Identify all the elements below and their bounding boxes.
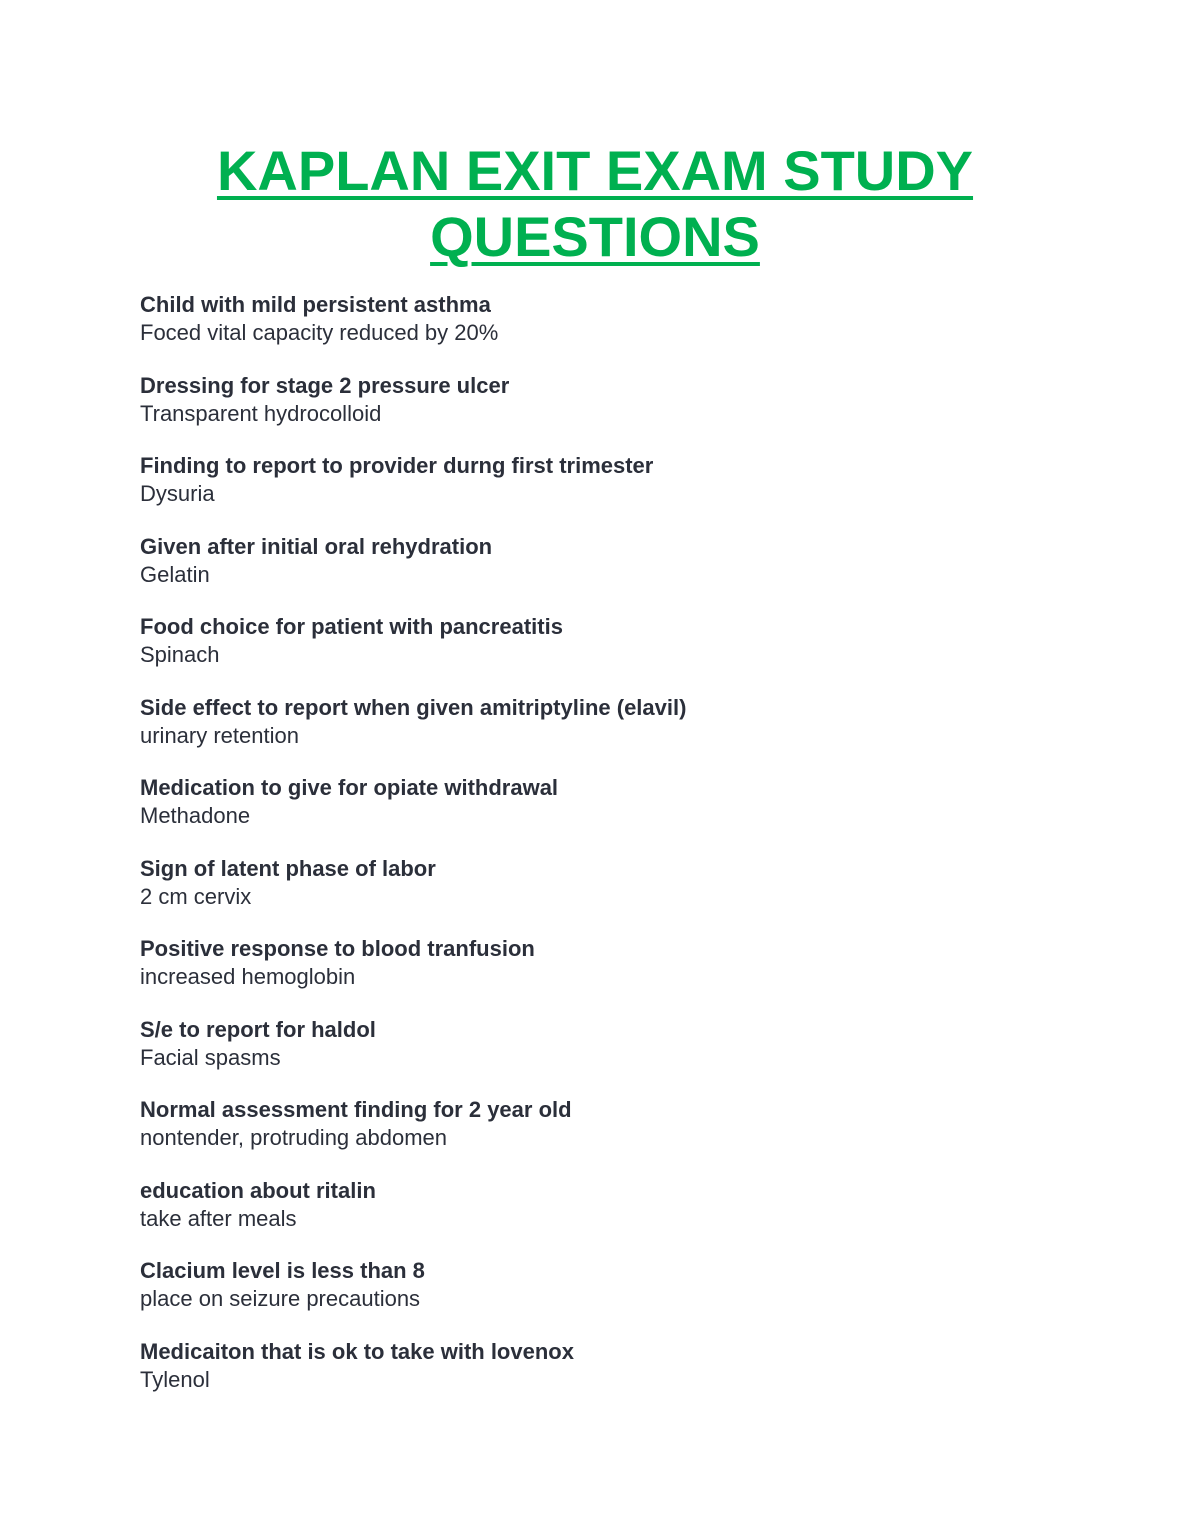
answer-text: place on seizure precautions (140, 1286, 421, 1311)
question-text: Clacium level is less than 8 (140, 1258, 425, 1283)
question-text: Child with mild persistent asthma (140, 292, 491, 317)
qa-item (140, 1338, 1100, 1419)
question-text: S/e to report for haldol (140, 1016, 376, 1042)
qa-item (140, 1177, 1100, 1258)
qa-item (140, 533, 1100, 614)
qa-item (140, 774, 1100, 855)
qa-item (140, 291, 1100, 372)
question-text: Side effect to report when given amitriptyline (elavil) (140, 694, 687, 720)
question-text: Finding to report to provider durng first trimester (140, 453, 654, 478)
question-text: Food choice for patient with pancreatitis (140, 614, 563, 639)
answer-text: Foced vital capacity reduced by 20% (140, 320, 499, 345)
question-text: Positive response to blood tranfusion (140, 936, 535, 961)
qa-item (140, 613, 1100, 694)
answer-text: nontender, protruding abdomen (140, 1125, 448, 1150)
answer-text: 2 cm cervix (140, 883, 252, 909)
question-text: Normal assessment finding for 2 year old (140, 1097, 572, 1122)
question-text: Given after initial oral rehydration (140, 533, 493, 559)
question-text: education about ritalin (140, 1177, 376, 1203)
answer-text: increased hemoglobin (140, 964, 356, 989)
question-answer-list (140, 291, 1100, 1418)
answer-text: Methadone (140, 803, 251, 828)
qa-item (140, 1257, 1100, 1338)
qa-item (140, 855, 1100, 936)
answer-text: urinary retention (140, 722, 299, 748)
qa-item (140, 372, 1100, 453)
qa-item (140, 1096, 1100, 1177)
question-text: Medication to give for opiate withdrawal (140, 775, 559, 800)
question-text: Dressing for stage 2 pressure ulcer (140, 372, 510, 398)
document-title (0, 138, 1190, 270)
question-text: Medicaiton that is ok to take with lovenox (140, 1338, 574, 1364)
answer-text: Tylenol (140, 1366, 210, 1392)
title-line-1: KAPLAN EXIT EXAM STUDY (216, 139, 974, 202)
answer-text: Facial spasms (140, 1044, 281, 1070)
answer-text: Transparent hydrocolloid (140, 400, 382, 426)
qa-item (140, 452, 1100, 533)
answer-text: take after meals (140, 1205, 297, 1231)
qa-item (140, 694, 1100, 775)
qa-item (140, 1016, 1100, 1097)
qa-item (140, 935, 1100, 1016)
answer-text: Gelatin (140, 561, 210, 587)
answer-text: Dysuria (140, 481, 215, 506)
answer-text: Spinach (140, 642, 220, 667)
question-text: Sign of latent phase of labor (140, 855, 436, 881)
title-line-2: QUESTIONS (430, 205, 760, 268)
